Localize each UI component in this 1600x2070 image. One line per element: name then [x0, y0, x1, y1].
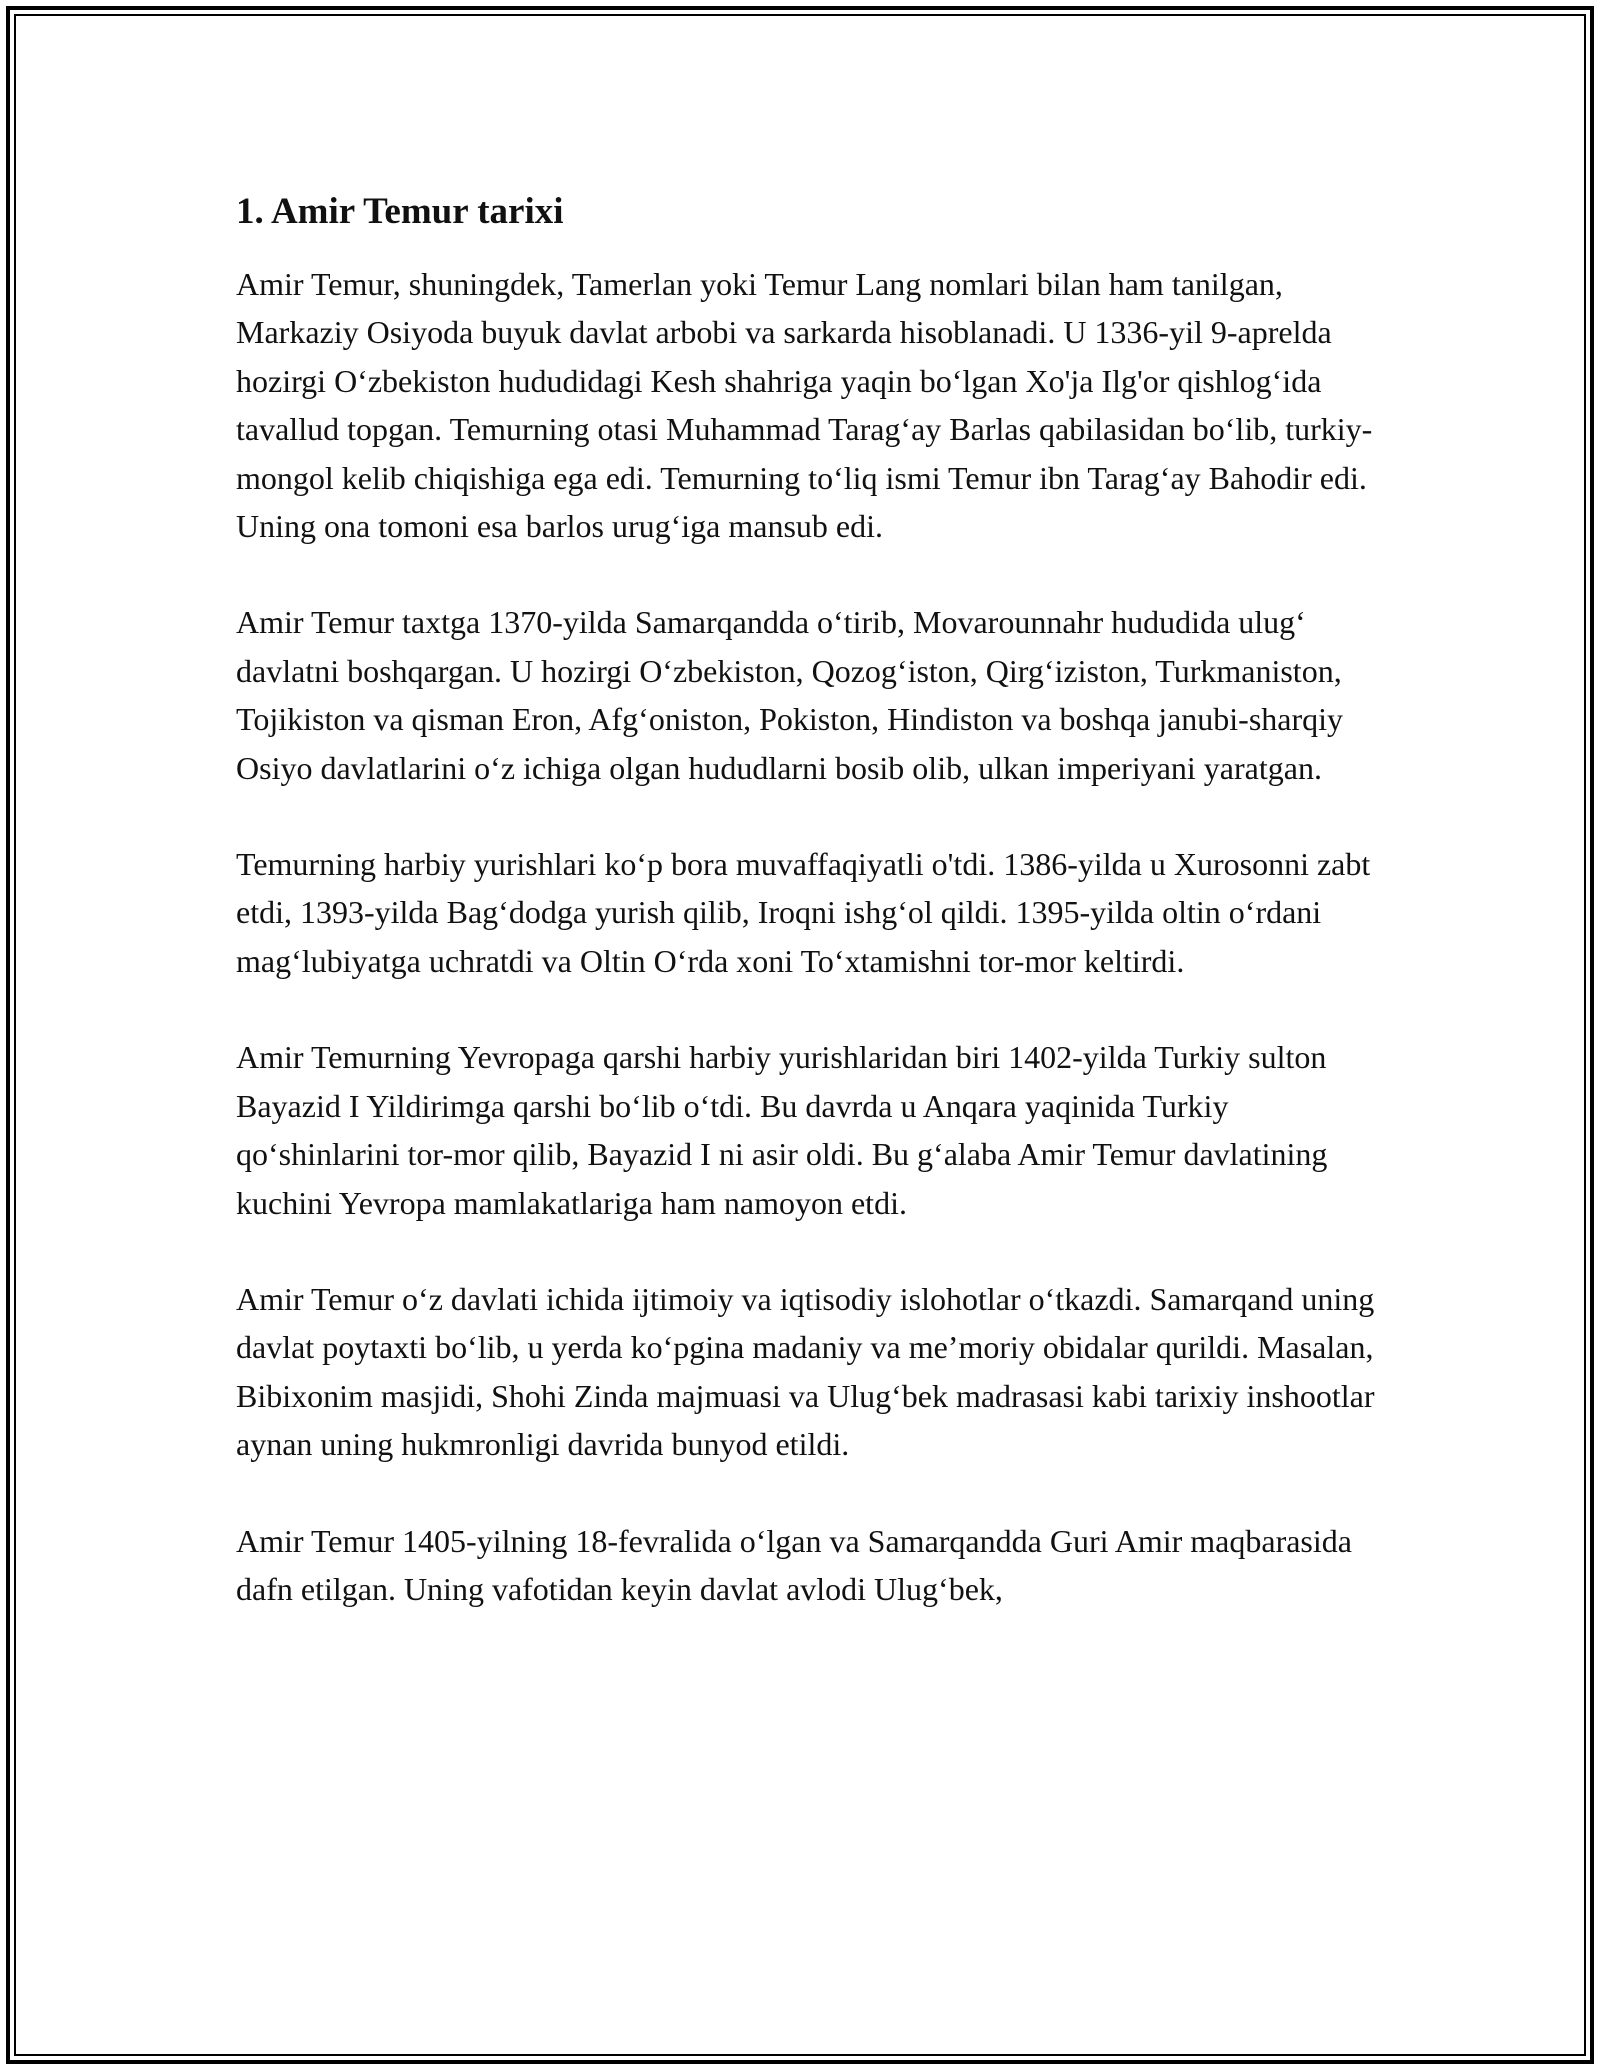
paragraph-death: Amir Temur 1405-yilning 18-fevralida o‘lgan va Samarqandda Guri Amir maqbarasida dafn etilgan. Uning vafotidan keyin davlat avlodi Ulug‘bek, — [236, 1522, 1352, 1607]
paragraph-empire: Amir Temur taxtga 1370-yilda Samarqandda o‘tirib, Movarounnahr hududida ulug‘ davlatni boshqargan. U hozirgi O‘zbekiston, Qozog‘iston, Qirg‘iziston, Turkmaniston, Tojikiston va qisman Eron, Afg‘oniston, Pokiston, Hindiston va boshqa janubi-sharqiy Osiyo davlatlarini o‘z ichiga olgan hududlarni bosib olib, ulkan imperiyani yaratgan. — [236, 604, 1344, 786]
paragraph-europe: Amir Temurning Yevropaga qarshi harbiy yurishlaridan biri 1402-yilda Turkiy sulton Bayazid I Yildirimga qarshi bo‘lib o‘tdi. Bu davrda u Anqara yaqinida Turkiy qo‘shinlarini tor-mor qilib, Bayazid I ni asir oldi. Bu g‘alaba Amir Temur davlatining kuchini Yevropa mamlakatlariga ham namoyon etdi. — [236, 1039, 1328, 1221]
document-body — [236, 186, 1376, 1613]
section-heading: 1. Amir Temur tarixi — [236, 191, 564, 232]
paragraph-reforms: Amir Temur o‘z davlati ichida ijtimoiy va iqtisodiy islohotlar o‘tkazdi. Samarqand uning davlat poytaxti bo‘lib, u yerda ko‘pgina madaniy va me’moriy obidalar qurildi. Masalan, Bibixonim masjidi, Shohi Zinda majmuasi va Ulug‘bek madrasasi kabi tarixiy inshootlar aynan uning hukmronligi davrida bunyod etildi. — [236, 1280, 1375, 1463]
paragraph-campaigns: Temurning harbiy yurishlari ko‘p bora muvaffaqiyatli o'tdi. 1386-yilda u Xurosonni zabt etdi, 1393-yilda Bag‘dodga yurish qilib, Iroqni ishg‘ol qildi. 1395-yilda oltin o‘rdani mag‘lubiyatga uchratdi va Oltin O‘rda xoni To‘xtamishni tor-mor keltirdi. — [236, 846, 1371, 979]
paragraph-birth: Amir Temur, shuningdek, Tamerlan yoki Temur Lang nomlari bilan ham tanilgan, Markaziy Osiyoda buyuk davlat arbobi va sarkarda hisoblanadi. U 1336-yil 9-aprelda hozirgi O‘zbekiston hududidagi Kesh shahriga yaqin bo‘lgan Xo'ja Ilg'or qishlog‘ida tavallud topgan. Temurning otasi Muhammad Tarag‘ay Barlas qabilasidan bo‘lib, turkiy-mongol kelib chiqishiga ega edi. Temurning to‘liq ismi Temur ibn Tarag‘ay Bahodir edi. Uning ona tomoni esa barlos urug‘iga mansub edi. — [236, 266, 1373, 545]
